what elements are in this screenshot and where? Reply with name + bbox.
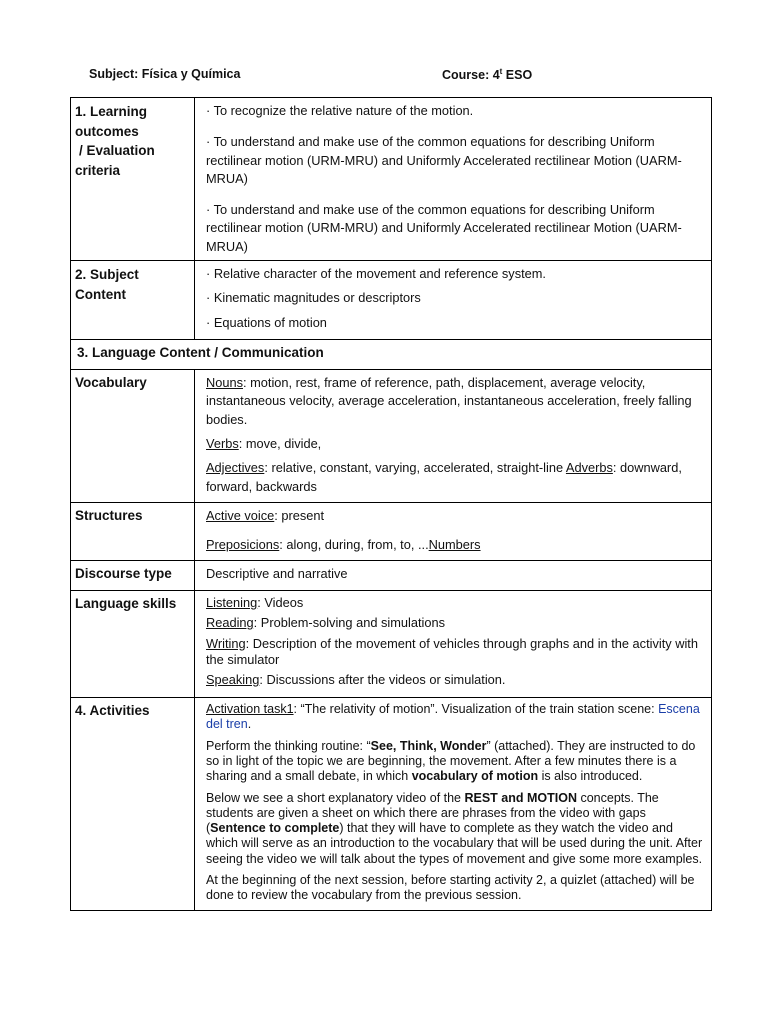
routine-name: See, Think, Wonder [370,738,487,753]
language-skills-content [195,591,712,698]
subject-heading: Subject: Física y Química [89,67,241,81]
course-suffix: ESO [502,68,533,83]
subject-label-line1: 2. Subject [75,267,139,283]
learning-label-line4: criteria [75,162,121,178]
video-concepts: REST and MOTION [464,790,577,805]
video-sentence: Sentence to complete [210,821,340,836]
nouns-label: Nouns [206,375,243,391]
course-prefix: Course: 4 [442,68,500,83]
language-content-title: 3. Language Content / Communication [71,340,712,370]
prepositions-text: : along, during, from, to, ... [279,537,429,553]
learning-outcomes-row [71,98,712,261]
activity-quizlet: At the beginning of the next session, before starting activity 2, a quizlet (attached) will be done to review the vocabulary from the previous session. [206,873,695,903]
learning-label-line1: 1. Learning [75,104,148,119]
vocabulary-nouns [206,374,705,429]
activation-task-label: Activation task1 [206,702,294,717]
routine-text-a: Perform the thinking routine: “ [206,738,371,753]
activation-task-text: : “The relativity of motion”. Visualization of the train station scene: [293,702,659,717]
subject-content-content [195,261,712,340]
lesson-plan-table [70,97,712,911]
course-superscript: t [499,67,503,76]
writing-text: : Description of the movement of vehicles through graphs and in the activity with the simulator [206,635,698,667]
reading-text: : Problem-solving and simulations [253,615,446,631]
speaking-text: : Discussions after the videos or simulation. [259,672,506,688]
structures-label: Structures [71,503,195,561]
learning-item: · To understand and make use of the common equations for describing Uniform rectilinear motion (URM-MRU) and Uniformly Accelerated rectilinear Motion (UARM-MRUA) [206,202,682,254]
discourse-label: Discourse type [71,561,195,591]
structures-active [206,507,705,525]
structures-row [71,503,712,561]
activity-video [206,791,705,867]
routine-text-b: ” (attached). They are instructed to do so in light of the topic we are beginning, the movement. After a few minutes there is a sharing and a small debate, in which [206,738,696,784]
speaking-label: Speaking [206,672,260,688]
discourse-text: Descriptive and narrative [206,566,348,582]
learning-label-line2: outcomes [75,123,139,139]
routine-vocabulary: vocabulary of motion [411,769,539,784]
verbs-label: Verbs [206,435,239,451]
adjectives-label: Adjectives [206,460,265,476]
learning-item: · To understand and make use of the common equations for describing Uniform rectilinear motion (URM-MRU) and Uniformly Accelerated rectilinear Motion (UARM-MRUA) [206,134,682,186]
adjectives-text: : relative, constant, varying, accelerated, straight-line [264,460,566,476]
vocabulary-adjectives [206,459,705,496]
verbs-text: : move, divide, [238,435,322,451]
structures-content [195,503,712,561]
activity-task [206,702,705,733]
nouns-text: : motion, rest, frame of reference, path, displacement, average velocity, instantaneous velocity, average acceleration, instantaneous acceleration, freely falling bodies. [206,375,692,427]
language-skills-label: Language skills [71,591,195,698]
numbers-label: Numbers [428,537,481,553]
course-heading [442,67,532,82]
subject-content-row [71,261,712,340]
video-text-b: concepts. The students are given a sheet on which there are phrases from the video with gaps ( [206,790,659,836]
adverbs-text: : downward, forward, backwards [206,460,682,494]
learning-label-line3: / Evaluation [79,143,155,158]
activity-thinking-routine [206,739,705,785]
prepositions-label: Preposicions [206,537,280,553]
skill-reading [206,615,705,631]
structures-prepositions [206,536,705,554]
skill-listening [206,595,705,611]
train-scene-link[interactable]: Escena del tren [206,702,700,732]
subject-content-label [71,261,195,340]
discourse-content [195,561,712,591]
active-voice-label: Active voice [206,508,275,524]
listening-label: Listening [206,595,258,611]
vocabulary-label: Vocabulary [71,370,195,503]
routine-text-c: is also introduced. [538,769,643,784]
discourse-row [71,561,712,591]
subject-item: · Kinematic magnitudes or descriptors [206,290,421,306]
activities-content [195,698,712,911]
activation-task-end: . [247,717,252,732]
vocabulary-content [195,370,712,503]
subject-label-line2: Content [75,286,126,302]
subject-item: · Relative character of the movement and reference system. [206,266,546,282]
reading-label: Reading [206,615,254,631]
listening-text: : Videos [257,595,304,611]
learning-outcomes-label [71,98,195,261]
learning-outcomes-content [195,98,712,261]
active-voice-text: : present [274,508,325,524]
activities-label: 4. Activities [71,698,195,911]
language-content-row [71,340,712,370]
activities-row [71,698,712,911]
writing-label: Writing [206,635,246,651]
language-skills-row [71,591,712,698]
vocabulary-verbs [206,435,705,453]
skill-speaking [206,672,705,688]
vocabulary-row [71,370,712,503]
video-text-a: Below we see a short explanatory video of the [206,790,465,805]
learning-item: · To recognize the relative nature of the motion. [206,103,474,118]
adverbs-label: Adverbs [565,460,613,476]
video-text-c: ) that they will have to complete as they watch the video and which will serve as an introduction to the vocabulary that will be used during the unit. After seeing the video we will talk about the types of movement and give some more examples. [206,821,703,866]
skill-writing [206,636,705,669]
subject-item: · Equations of motion [206,314,327,330]
